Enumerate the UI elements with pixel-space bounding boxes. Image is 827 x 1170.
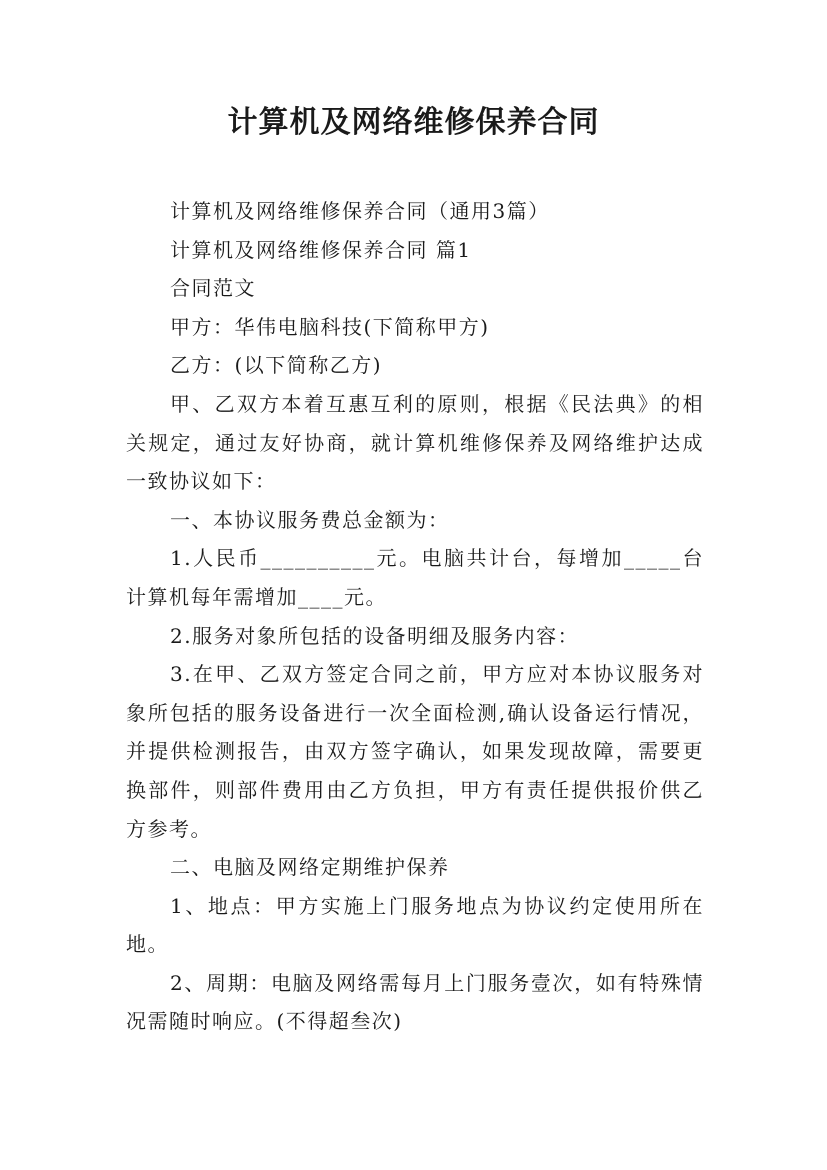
paragraph-clause-heading-1: 一、本协议服务费总金额为： — [170, 507, 450, 532]
document-title: 计算机及网络维修保养合同 — [227, 105, 600, 140]
paragraph-party-a: 甲方：华伟电脑科技(下简称甲方) — [170, 314, 490, 339]
paragraph-clause-2-1: 1、地点：甲方实施上门服务地点为协议约定使用所在地。 — [126, 893, 704, 957]
paragraph-clause-1-3: 3.在甲、乙双方签定合同之前，甲方应对本协议服务对象所包括的服务设备进行一次全面检测,确认设备运行情况，并提供检测报告，由双方签字确认，如果发现故障，需要更换部件，则部件费用由乙方负担，甲方有责任提供报价供乙方参考。 — [126, 662, 704, 841]
paragraph-clause-1-2: 2.服务对象所包括的设备明细及服务内容： — [170, 623, 580, 648]
paragraph-party-b: 乙方：(以下简称乙方) — [170, 353, 383, 378]
paragraph-clause-1-1: 1.人民币__________元。电脑共计台，每增加_____台计算机每年需增加____元。 — [126, 546, 704, 609]
paragraph-clause-2-2: 2、周期：电脑及网络需每月上门服务壹次，如有特殊情况需随时响应。(不得超叁次) — [126, 970, 704, 1034]
document-body — [126, 192, 704, 1041]
paragraph-clause-heading-2: 二、电脑及网络定期维护保养 — [170, 855, 450, 880]
paragraph-section-heading: 计算机及网络维修保养合同 篇1 — [170, 237, 472, 262]
paragraph-preamble: 甲、乙双方本着互惠互利的原则，根据《民法典》的相关规定，通过友好协商，就计算机维修保养及网络维护达成一致协议如下： — [126, 391, 704, 494]
paragraph-subtitle: 计算机及网络维修保养合同（通用3篇） — [170, 199, 550, 223]
paragraph-label: 合同范文 — [170, 276, 256, 301]
